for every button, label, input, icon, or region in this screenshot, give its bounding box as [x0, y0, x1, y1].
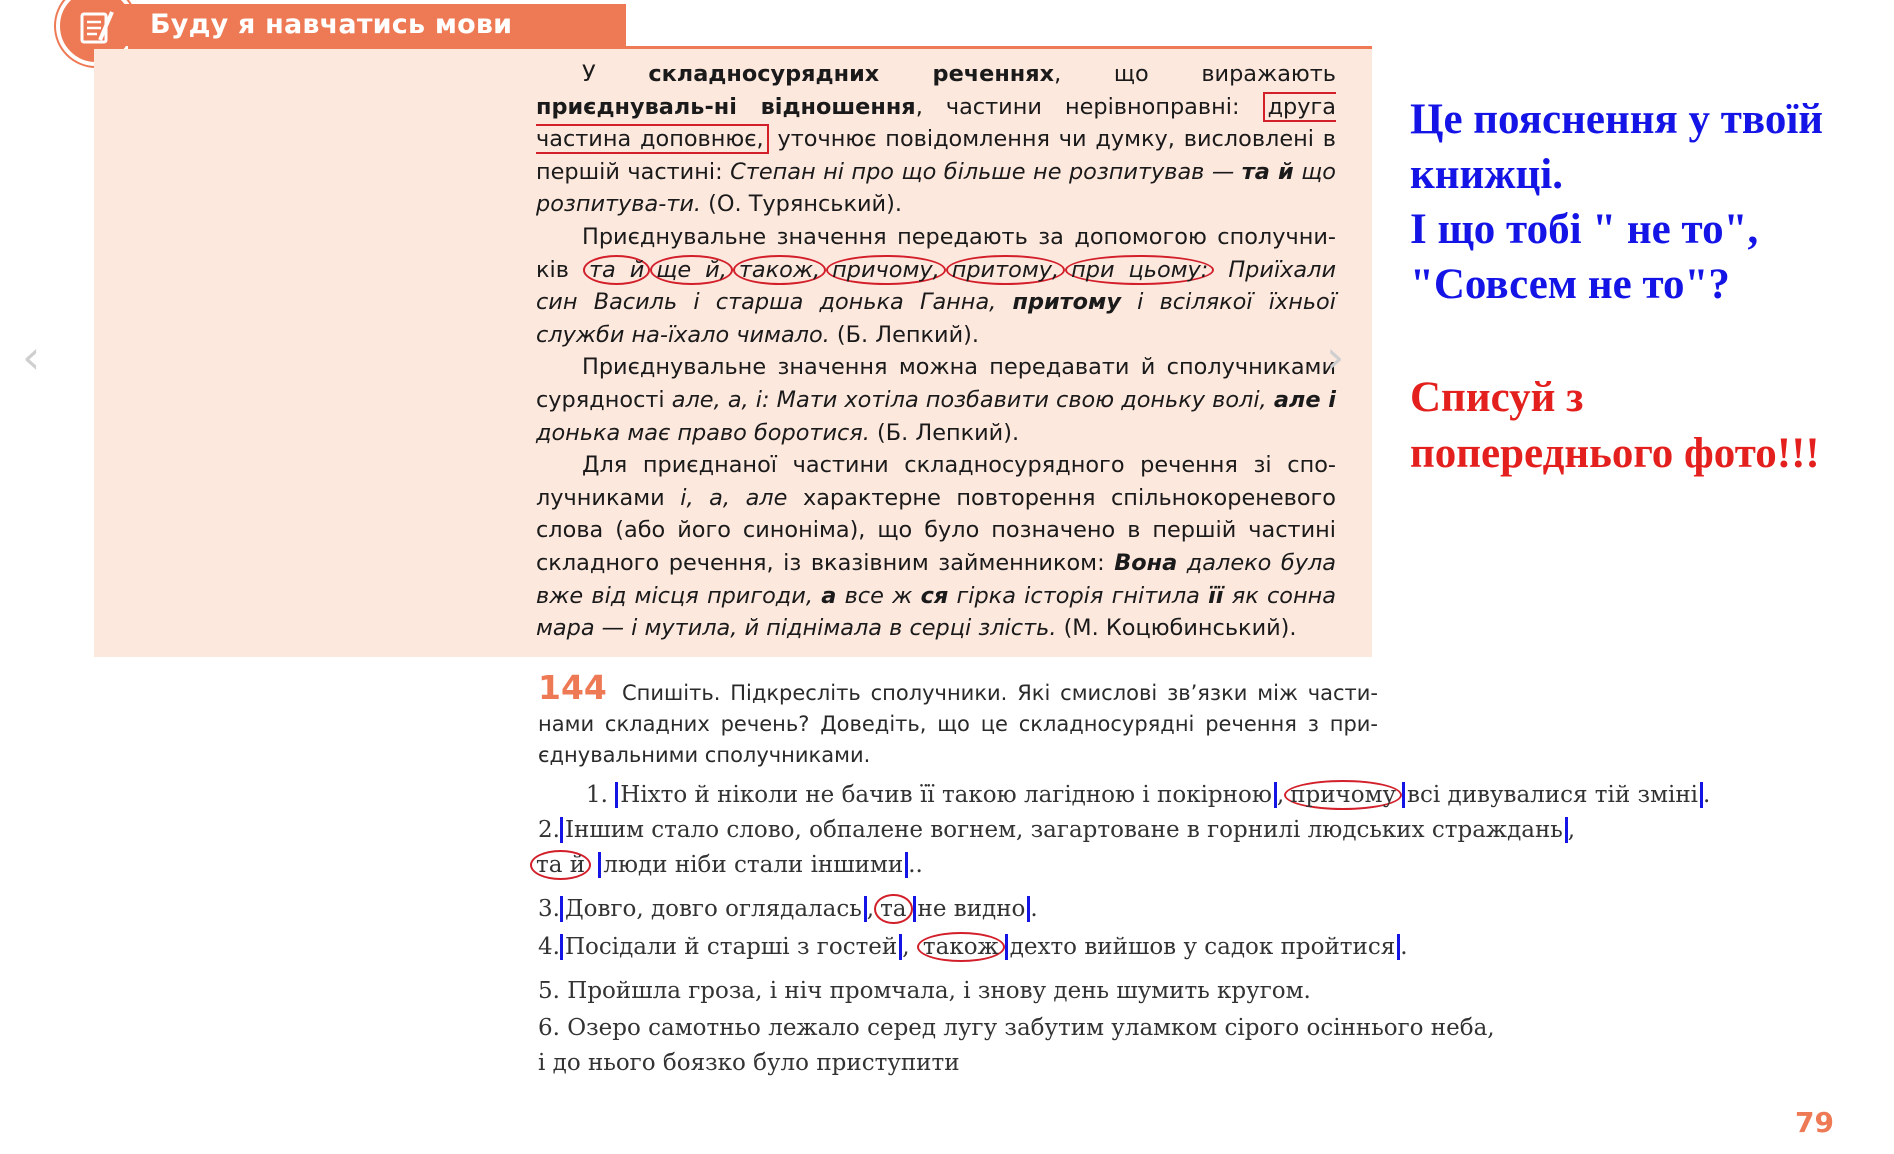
circled-conjunction: також: [917, 932, 1005, 962]
theory-paragraph-4: [536, 449, 1336, 645]
clause: Довго, довго оглядалась: [560, 896, 867, 922]
punct: .: [1400, 934, 1408, 960]
example: і всілякої їхньої служби на-їхало чимало.: [536, 289, 1336, 348]
theory-paragraph-1: [536, 58, 1336, 221]
clause: дехто вийшов у садок пройтися: [1005, 934, 1401, 960]
example: гірка історія гнітила: [948, 582, 1209, 609]
term: складносурядних реченнях: [648, 61, 1055, 87]
example: донька має право боротися.: [536, 419, 870, 446]
note-line: Це пояснення у твоїй: [1410, 96, 1824, 143]
exercise-number: 144: [538, 668, 607, 707]
example: все ж: [836, 582, 921, 609]
exercise-instruction: Спишіть. Підкресліть сполучники. Які смислові зв’язки між части-нами складних речень? Доведіть, що це складносурядні речення з при-єднувальними сполучниками.: [538, 681, 1378, 767]
note-line: книжці.: [1410, 151, 1563, 198]
source: (Б. Лепкий).: [869, 419, 1020, 446]
text: Приєднувальне значення можна передавати й сполучниками сурядності: [536, 354, 1336, 413]
circled-conjunction: при цьому:: [1065, 255, 1214, 285]
exercise-sentence-6: 6. Озеро самотньо лежало серед лугу забутим уламком сірого осіннього неба,: [538, 1015, 1495, 1041]
circled-conjunction: притому,: [946, 255, 1065, 285]
sentence-num: 3.: [538, 896, 560, 922]
text: У: [582, 61, 649, 87]
circled-conjunction: причому: [1284, 780, 1402, 810]
text: , частини нерівноправні:: [915, 93, 1263, 120]
circled-conjunction: та й: [530, 850, 591, 880]
term: приєднуваль-ні відношення: [536, 93, 916, 120]
note-red: [1410, 370, 1890, 482]
clause: не видно: [913, 896, 1031, 922]
comma: ,: [1276, 782, 1285, 808]
note-line: "Совсем не то"?: [1410, 261, 1730, 308]
sentence-num: 1.: [586, 782, 608, 808]
text: уточнює повідомлення чи думку, висловлені в першій частині:: [536, 126, 1336, 185]
example: Мати хотіла позбавити свою доньку волі,: [769, 386, 1274, 413]
source: (О. Турянський).: [701, 191, 902, 218]
exercise-sentence-4: [538, 934, 1408, 960]
theory-text: [536, 58, 1336, 645]
exercise-sentence-6-cont: і до нього боязко було приступити: [538, 1050, 960, 1076]
conjunctions: і, а, але: [680, 484, 788, 511]
source: (М. Коцюбинський).: [1056, 615, 1297, 642]
conjunctions: але, а, і:: [671, 386, 770, 413]
circled-conjunction: та: [874, 894, 912, 924]
circled-conjunction: причому,: [826, 255, 946, 285]
example: що розпитува-ти.: [536, 158, 1336, 218]
next-page-arrow[interactable]: ›: [1326, 330, 1345, 384]
example-conjunction: але і: [1273, 386, 1336, 413]
example-bold: Вона: [1114, 549, 1178, 576]
boxed-phrase: друга частина доповнює,: [536, 93, 1336, 153]
clause: всі дивувалися тій зміні: [1402, 782, 1703, 808]
exercise-sentence-5: 5. Пройшла гроза, і ніч промчала, і знову день шумить кругом.: [538, 978, 1311, 1004]
circled-conjunction: та й: [583, 255, 650, 285]
prev-page-arrow[interactable]: ‹: [22, 330, 41, 384]
sentence-num: 4.: [538, 934, 560, 960]
exercise-sentence-2: [538, 817, 1575, 843]
example: Приїхали син Василь і старша донька Ганна,: [536, 256, 1337, 316]
example-bold: її: [1208, 582, 1224, 609]
text: характерне повторення спільнокореневого слова (або його синоніма), що було позначено в першій частині складного речення, із вказівним займенником:: [536, 484, 1336, 576]
note-line: І що тобі " не то",: [1410, 206, 1759, 253]
sentence-num: 2.: [538, 817, 560, 843]
example: як сонна мара — і мутила, й піднімала в серці злість.: [536, 582, 1336, 642]
comma: ,: [902, 934, 910, 960]
punct: .: [1703, 782, 1711, 808]
note-line: попереднього фото!!!: [1410, 430, 1820, 477]
source: (Б. Лепкий).: [829, 321, 979, 348]
circled-conjunction: також,: [733, 255, 826, 285]
punct: .: [1030, 896, 1038, 922]
text: Для приєднаної частини складносурядного речення зі спо-лучниками: [536, 452, 1336, 511]
example-bold: а: [821, 582, 837, 609]
example-conjunction: притому: [1012, 289, 1121, 316]
text: Приєднувальне значення передають за допомогою сполучни-ків: [536, 223, 1336, 283]
example-conjunction: та й: [1241, 158, 1294, 185]
text: , що виражають: [1054, 61, 1337, 87]
clause: люди ніби стали іншими: [598, 852, 908, 878]
theory-paragraph-2: [536, 221, 1336, 351]
punct: ..: [908, 852, 923, 878]
circled-conjunction: ще й,: [650, 255, 733, 285]
page-number: 79: [1795, 1106, 1834, 1139]
section-title: Буду я навчатись мови: [120, 4, 626, 46]
theory-paragraph-3: [536, 351, 1336, 449]
example-bold: ся: [920, 582, 949, 609]
exercise-sentence-3: [538, 896, 1038, 922]
clause: Ніхто й ніколи не бачив її такою лагідною і покірною: [615, 782, 1277, 808]
clause: Іншим стало слово, обпалене вогнем, загартоване в горнилі людських страждань: [560, 817, 1568, 843]
example: Степан ні про що більше не розпитував —: [730, 158, 1242, 185]
comma: ,: [866, 896, 875, 922]
example: далеко була вже від місця пригоди,: [536, 549, 1336, 609]
note-line: Списуй з: [1410, 374, 1584, 421]
exercise-sentence-1: [586, 782, 1710, 808]
comma: ,: [1567, 817, 1576, 843]
clause: Посідали й старші з гостей: [560, 934, 902, 960]
note-blue: [1410, 92, 1890, 312]
exercise-sentence-2-cont: [530, 852, 923, 878]
